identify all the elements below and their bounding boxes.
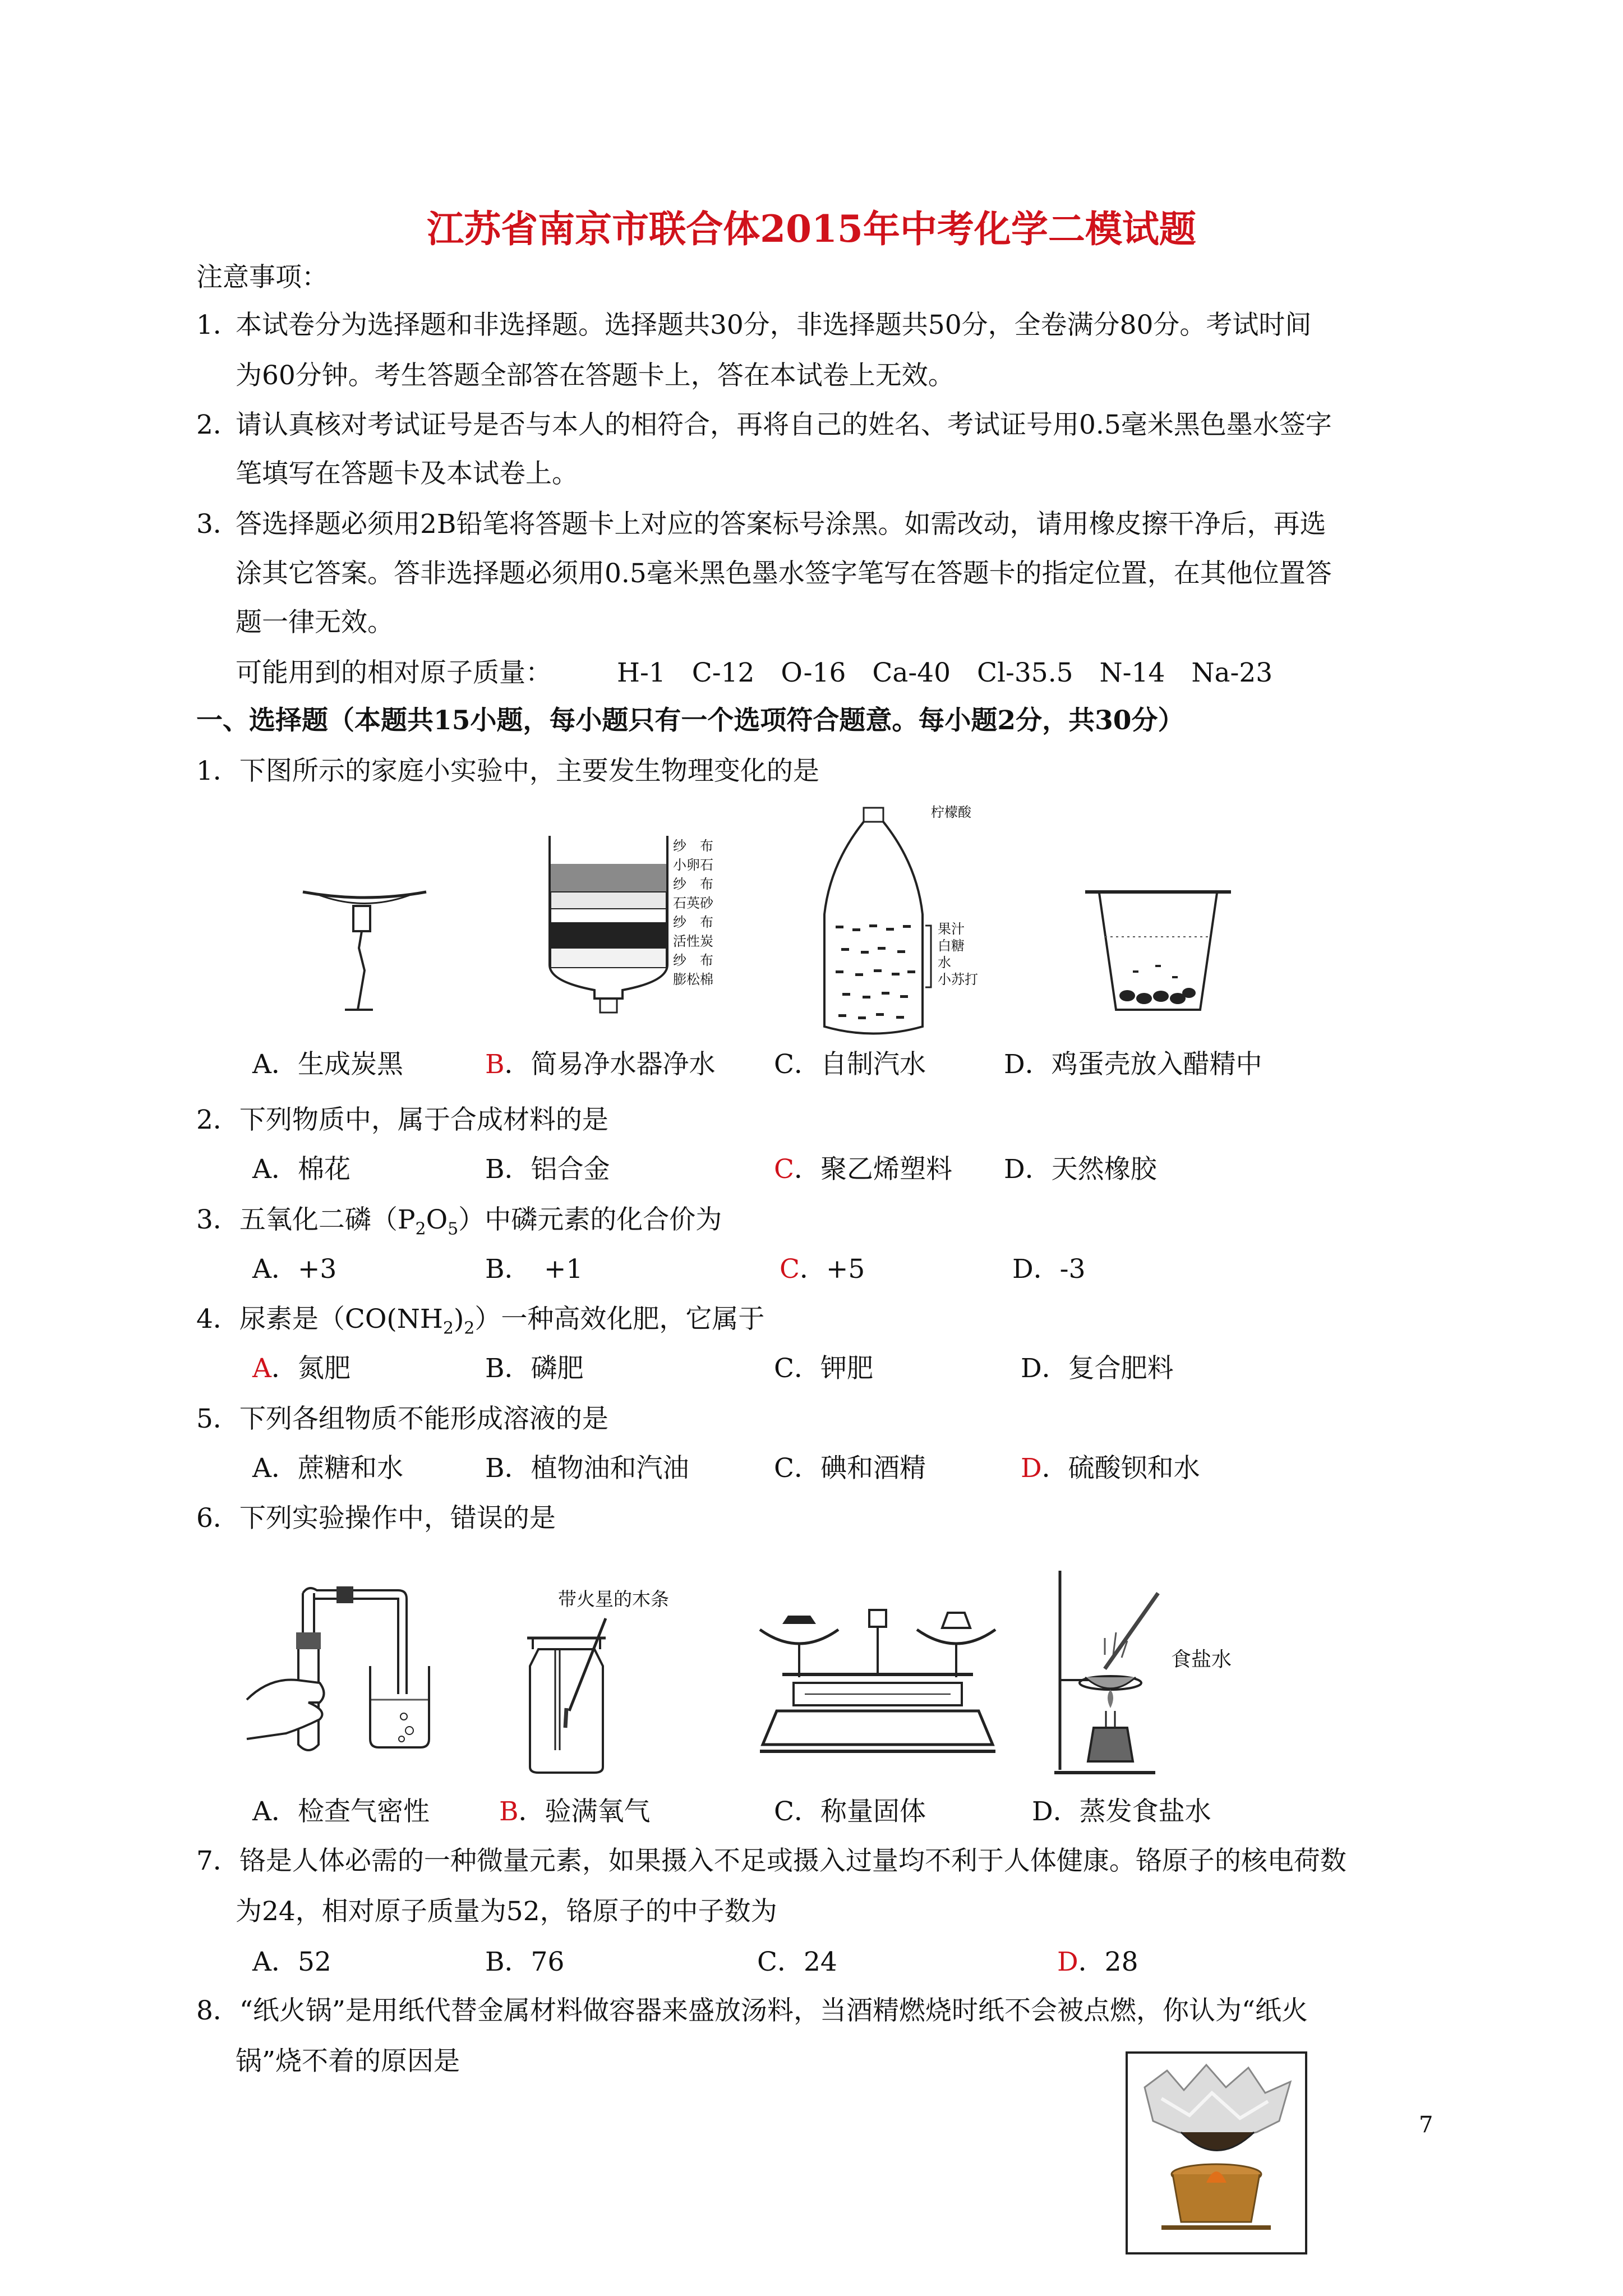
q1-option-a [252, 1048, 403, 1082]
oxygen-test-figure [516, 1616, 639, 1778]
page-number: 7 [1419, 2112, 1433, 2138]
q1-option-b [485, 1048, 716, 1082]
candle-plate-figure [297, 881, 432, 1015]
bottle-label-2: 白糖 [938, 938, 965, 954]
q3-option-d-text: ．-3 [1033, 1254, 1086, 1285]
q6-option-d-text: ．蒸发食盐水 [1053, 1796, 1211, 1827]
atomic-masses: H-1 C-12 O-16 Ca-40 Cl-35.5 N-14 Na-23 [617, 657, 1273, 688]
q3-option-a-text: ．+3 [271, 1254, 337, 1285]
filter-label-3: 纱 布 [673, 876, 713, 892]
q2-option-d [1004, 1153, 1157, 1186]
q8-stem-line-1: 8．“纸火锅”是用纸代替金属材料做容器来盛放汤料，当酒精燃烧时纸不会被点燃，你认为“纸火 [196, 1995, 1308, 2026]
q4-option-b-text: ．磷肥 [504, 1353, 584, 1384]
paper-hotpot-illustration [1128, 2054, 1305, 2252]
filter-label-2: 小卵石 [673, 857, 713, 873]
q6-option-a-text: ．检查气密性 [271, 1796, 430, 1827]
q4-option-c-text: ．钾肥 [794, 1353, 873, 1384]
q2-option-d-letter: D [1004, 1154, 1025, 1185]
q6-option-a-letter: A [252, 1796, 271, 1827]
note-3-line-2: 涂其它答案。答非选择题必须用0.5毫米黑色墨水签字笔写在答题卡的指定位置，在其他位置答 [236, 558, 1332, 589]
q3-option-c [780, 1253, 865, 1286]
q3-option-d [1012, 1253, 1085, 1286]
q1-option-c-letter: C [774, 1049, 794, 1080]
q4-sub-2: 2 [464, 1318, 475, 1338]
q5-option-b-letter: B [485, 1453, 505, 1484]
filter-label-6: 活性炭 [673, 933, 713, 949]
q4-stem-a: 4．尿素是（CO(NH [196, 1304, 443, 1335]
q1-option-d-text: ．鸡蛋壳放入醋精中 [1025, 1049, 1262, 1080]
note-1-line-1: 本试卷分为选择题和非选择题。选择题共30分，非选择题共50分，全卷满分80分。考试时间 [236, 310, 1312, 341]
q3-option-d-letter: D [1012, 1254, 1034, 1285]
q2-option-d-text: ．天然橡胶 [1025, 1154, 1157, 1185]
q2-option-c-letter: C [774, 1154, 794, 1185]
q2-option-b-text: ．铝合金 [504, 1154, 610, 1185]
bottle-label-3: 水 [938, 955, 951, 970]
eggshell-vinegar-figure [1082, 886, 1234, 1021]
note-2-num: 2． [196, 409, 239, 440]
note-3-line-1: 答选择题必须用2B铅笔将答题卡上对应的答案标号涂黑。如需改动，请用橡皮擦干净后，再选 [236, 509, 1326, 540]
q7-option-d-letter: D [1057, 1947, 1078, 1977]
note-3-num: 3． [196, 509, 239, 540]
q7-stem-line-2: 为24，相对原子质量为52，铬原子的中子数为 [236, 1896, 777, 1927]
salt-water-label: 食盐水 [1171, 1648, 1232, 1671]
q5-option-c [774, 1452, 926, 1485]
q7-option-c [757, 1945, 837, 1979]
q4-stem [196, 1303, 764, 1345]
q7-option-a-text: ．52 [271, 1947, 331, 1977]
q5-option-d [1021, 1452, 1200, 1485]
q5-option-c-letter: C [774, 1453, 794, 1484]
q1-option-a-letter: A [252, 1049, 271, 1080]
note-2-line-1: 请认真核对考试证号是否与本人的相符合，再将自己的姓名、考试证号用0.5毫米黑色墨水签字 [236, 409, 1332, 440]
note-1-line-2: 为60分钟。考生答题全部答在答题卡上，答在本试卷上无效。 [236, 360, 955, 391]
q6-option-b [499, 1795, 651, 1829]
paper-hotpot-photo [1126, 2051, 1307, 2254]
q5-option-a-letter: A [252, 1453, 271, 1484]
q7-option-c-text: ．24 [777, 1947, 837, 1977]
q2-option-a [252, 1153, 351, 1186]
filter-label-5: 纱 布 [673, 914, 713, 930]
q3-option-b [485, 1253, 583, 1286]
note-2-line-2: 笔填写在答题卡及本试卷上。 [236, 458, 578, 489]
q3-stem-a: 3．五氧化二磷（P [196, 1204, 416, 1235]
q5-option-c-text: ．碘和酒精 [794, 1453, 926, 1484]
q3-option-a-letter: A [252, 1254, 271, 1285]
q6-option-d-letter: D [1032, 1796, 1053, 1827]
q6-option-c-letter: C [774, 1796, 794, 1827]
q6-stem: 6．下列实验操作中，错误的是 [196, 1503, 556, 1534]
q6-option-b-text: ．验满氧气 [518, 1796, 651, 1827]
q1-option-d-letter: D [1004, 1049, 1025, 1080]
q6-option-c-text: ．称量固体 [794, 1796, 926, 1827]
q3-option-a [252, 1253, 336, 1286]
q1-option-a-text: ．生成炭黑 [271, 1049, 403, 1080]
q5-option-d-text: ．硫酸钡和水 [1041, 1453, 1200, 1484]
q7-option-c-letter: C [757, 1947, 777, 1977]
notes-header: 注意事项： [196, 262, 328, 293]
section-heading: 一、选择题（本题共15小题，每小题只有一个选项符合题意。每小题2分，共30分） [196, 705, 1184, 736]
q3-stem [196, 1203, 722, 1246]
water-filter-figure [538, 830, 667, 1015]
q1-stem: 1．下图所示的家庭小实验中，主要发生物理变化的是 [196, 756, 819, 786]
q1-option-d [1004, 1048, 1262, 1082]
bottle-top-label: 柠檬酸 [931, 804, 971, 820]
q7-option-a [252, 1945, 331, 1979]
q3-stem-b: O [426, 1204, 448, 1235]
q7-stem-line-1: 7．铬是人体必需的一种微量元素，如果摄入不足或摄入过量均不利于人体健康。铬原子的核电荷数 [196, 1846, 1347, 1876]
q4-option-a [252, 1352, 351, 1386]
q3-stem-c: ）中磷元素的化合价为 [458, 1204, 722, 1235]
bottle-label-4: 小苏打 [938, 972, 978, 987]
q6-option-b-letter: B [499, 1796, 519, 1827]
q7-option-b-letter: B [485, 1947, 505, 1977]
soda-bottle-figure [808, 802, 942, 1043]
q3-option-c-letter: C [780, 1254, 800, 1285]
q2-option-c-text: ．聚乙烯塑料 [794, 1154, 952, 1185]
note-3-line-3: 题一律无效。 [236, 607, 394, 638]
q5-option-b [485, 1452, 689, 1485]
page-title: 江苏省南京市联合体2015年中考化学二模试题 [427, 207, 1196, 251]
q2-option-a-text: ．棉花 [271, 1154, 351, 1185]
airtightness-check-figure [236, 1582, 460, 1767]
q5-option-b-text: ．植物油和汽油 [504, 1453, 689, 1484]
q2-option-b-letter: B [485, 1154, 505, 1185]
filter-label-8: 膨松棉 [673, 972, 713, 987]
q1-option-b-letter: B [485, 1049, 505, 1080]
q6-option-d [1032, 1795, 1211, 1829]
q4-option-c-letter: C [774, 1353, 794, 1384]
filter-label-1: 纱 布 [673, 838, 713, 854]
q7-option-d-text: ．28 [1078, 1947, 1138, 1977]
atomic-masses-label: 可能用到的相对原子质量： [236, 657, 552, 688]
q2-option-c [774, 1153, 952, 1186]
q8-stem-line-2: 锅”烧不着的原因是 [236, 2046, 460, 2077]
q4-stem-c: ）一种高效化肥，它属于 [474, 1304, 765, 1335]
q3-sub-2: 5 [448, 1219, 459, 1239]
q6-option-c [774, 1795, 926, 1829]
q7-option-a-letter: A [252, 1947, 271, 1977]
q4-option-d-letter: D [1021, 1353, 1042, 1384]
q2-stem: 2．下列物质中，属于合成材料的是 [196, 1105, 608, 1135]
q2-option-b [485, 1153, 610, 1186]
q3-option-b-letter: B [485, 1254, 505, 1285]
q4-stem-b: ) [453, 1304, 464, 1335]
q1-option-c [774, 1048, 926, 1082]
q4-option-d-text: ．复合肥料 [1041, 1353, 1174, 1384]
balance-figure [754, 1604, 1001, 1767]
q4-option-d [1021, 1352, 1174, 1386]
q4-option-c [774, 1352, 873, 1386]
q5-stem: 5．下列各组物质不能形成溶液的是 [196, 1404, 608, 1434]
q6-option-a [252, 1795, 430, 1829]
q3-option-c-text: ．+5 [799, 1254, 865, 1285]
q3-option-b-text: ． +1 [504, 1254, 583, 1285]
q4-option-b [485, 1352, 584, 1386]
q5-option-a [252, 1452, 403, 1485]
q1-option-b-text: ．简易净水器净水 [504, 1049, 716, 1080]
bottle-label-1: 果汁 [938, 921, 965, 937]
q5-option-a-text: ．蔗糖和水 [271, 1453, 403, 1484]
q7-option-b-text: ．76 [504, 1947, 565, 1977]
splint-label: 带火星的木条 [558, 1588, 669, 1610]
q4-option-a-letter: A [252, 1353, 271, 1384]
note-1-num: 1． [196, 310, 239, 341]
q2-option-a-letter: A [252, 1154, 271, 1185]
q7-option-b [485, 1945, 564, 1979]
q4-option-b-letter: B [485, 1353, 505, 1384]
q4-option-a-text: ．氮肥 [271, 1353, 351, 1384]
q7-option-d [1057, 1945, 1138, 1979]
q5-option-d-letter: D [1021, 1453, 1042, 1484]
filter-label-4: 石英砂 [673, 895, 713, 911]
q4-sub-1: 2 [442, 1318, 454, 1338]
evaporation-figure [1043, 1559, 1172, 1784]
q3-sub-1: 2 [415, 1219, 426, 1239]
filter-label-7: 纱 布 [673, 953, 713, 968]
q1-option-c-text: ．自制汽水 [794, 1049, 926, 1080]
